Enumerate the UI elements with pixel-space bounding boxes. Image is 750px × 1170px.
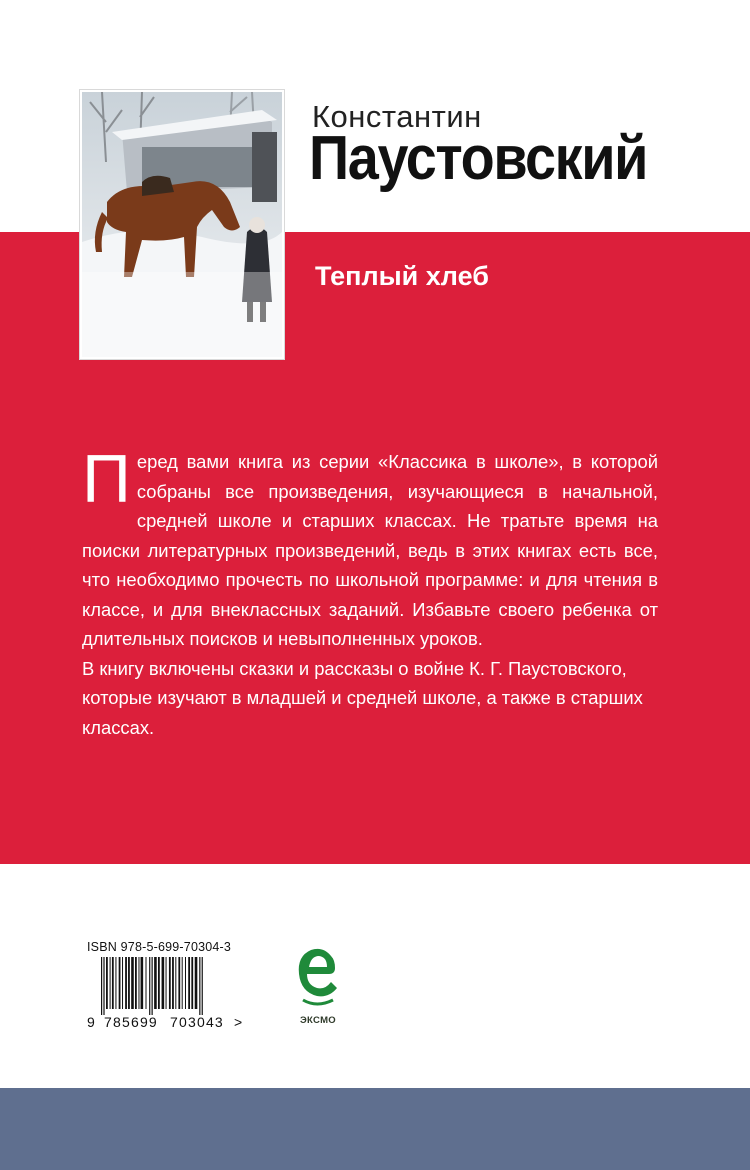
barcode-bar [169, 957, 171, 1009]
cover-illustration [80, 90, 284, 359]
barcode-bar [154, 957, 157, 1009]
barcode-icon [87, 957, 245, 1029]
barcode-bar [195, 957, 198, 1009]
barcode-bar [106, 957, 108, 1009]
barcode-bar [103, 957, 104, 1015]
barcode-bar [172, 957, 174, 1009]
barcode-end-mark: > [234, 1014, 243, 1029]
barcode-bar [119, 957, 121, 1009]
barcode-bar [135, 957, 137, 1009]
author-last-name: Паустовский [309, 124, 648, 193]
barcode-bar [182, 957, 183, 1009]
barcode-bar [131, 957, 134, 1009]
barcode-bar [122, 957, 123, 1009]
paragraph-1-text: еред вами книга из серии «Классика в школе», в которой собраны все произведения, изучающиеся в начальной, средней школе и старших классах. Не тратьте время на поиски литературных произведений, ведь в этих книгах есть все, что необходимо прочесть по школьной программе: и для чтения в классе, и для внеклассных заданий. Избавьте своего ребенка от длительных поисков и невыполненных уроков. [82, 451, 658, 649]
grey-band [0, 1088, 750, 1170]
barcode-bar [115, 957, 116, 1009]
barcode-bar [185, 957, 186, 1009]
barcode-bar [128, 957, 130, 1009]
barcode-bar [166, 957, 167, 1009]
barcode-bar [162, 957, 165, 1009]
barcode-bar [178, 957, 180, 1009]
author-first-name: Константин [312, 99, 482, 134]
publisher-name: ЭКСМО [300, 1015, 336, 1026]
barcode-bar [188, 957, 190, 1009]
barcode-bar [110, 957, 111, 1009]
drop-cap: П [82, 441, 131, 517]
barcode-bar [101, 957, 102, 1015]
barcode-bar [202, 957, 203, 1015]
painting-icon [82, 92, 282, 357]
barcode-bar [125, 957, 127, 1009]
isbn-label: ISBN 978-5-699-70304-3 [87, 940, 232, 954]
barcode-bar [199, 957, 200, 1015]
barcode-bar [158, 957, 160, 1009]
barcode-bar [175, 957, 176, 1009]
book-title: Теплый хлеб [315, 261, 489, 291]
barcode-bar [146, 957, 147, 1009]
barcode-bar [138, 957, 139, 1009]
description-paragraph-1 [82, 441, 658, 654]
eksmo-logo-icon [293, 942, 343, 1014]
barcode-bar [149, 957, 150, 1015]
barcode-first-digit: 9 [87, 1014, 95, 1029]
isbn-barcode [87, 940, 245, 1029]
description-paragraph-2: В книгу включены сказки и рассказы о войне К. Г. Паустовского, которые изучают в младшей и средней школе, а также в старших классах. [82, 657, 643, 738]
barcode-bar [191, 957, 193, 1009]
barcode-group-2: 703043 [170, 1014, 224, 1029]
description [82, 441, 658, 742]
barcode-bar [141, 957, 144, 1009]
barcode-bar [112, 957, 114, 1009]
barcode-group-1: 785699 [104, 1014, 158, 1029]
barcode-bar [152, 957, 153, 1015]
publisher-logo [293, 942, 343, 1027]
